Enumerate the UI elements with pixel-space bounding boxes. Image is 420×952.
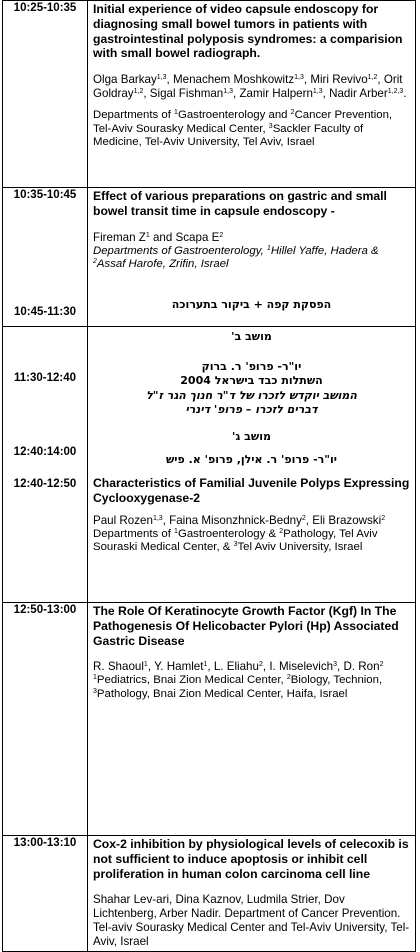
abstract-title: Characteristics of Familial Juvenile Polyps Expressing Cyclooxygenase-2	[93, 476, 410, 505]
abstract-title: Initial experience of video capsule endoscopy for diagnosing small bowel tumors in patients with gastrointestinal polyposis syndromes: a comparision with small bowel radiograph.	[93, 2, 403, 61]
affiliation-marker: 3	[268, 122, 273, 130]
content-cell	[88, 1, 416, 188]
time-slot: 13:00-13:10	[13, 837, 77, 849]
author-name: Eli Brazowski	[312, 513, 382, 527]
affiliation-marker: 1,3	[294, 74, 304, 82]
affiliation-marker: 2	[219, 231, 224, 239]
author-name: Faina Misonzhnick-Bedny	[169, 513, 302, 527]
affiliation-marker: 2	[381, 514, 386, 522]
affiliation-marker: 1	[143, 661, 148, 669]
session-b-chairs: יו"ר- פרופ' ר. ברוק	[201, 360, 302, 373]
session-b-topic: השתלות כבד בישראל 2004	[180, 374, 323, 387]
author-name: Paul Rozen	[93, 513, 153, 527]
affiliation-marker: 3	[233, 541, 238, 549]
affiliation-marker: 3	[93, 687, 97, 695]
memorial-speaker: דברים לזכרו – פרופ' דינרי	[185, 403, 318, 416]
author-list: R. Shaoul$^1$, Y. Hamlet$^1$, L. Eliahu$^2$, I. Miselevich$^3$, D. Ron$^2$	[93, 660, 384, 674]
affiliation-text: Pathology, Bnai Zion Medical Center, Haifa, Israel	[96, 687, 348, 700]
affiliation-marker: 2	[290, 109, 295, 117]
affiliation-marker: 1,2,3	[387, 88, 404, 96]
affiliation: Departments of $^1$Gastroenterology and $^2$Cancer Prevention, Tel-Aviv Sourasky Medical Center, $^3$Sackler Faculty of Medicine, Tel-Aviv University, Tel Aviv, Israel	[93, 109, 393, 149]
author-name: Miri Revivo	[310, 73, 368, 87]
break-time-slot: 10:45-11:30	[13, 306, 77, 318]
author-name: I. Miselevich	[269, 660, 334, 674]
author-name: D. Ron	[343, 660, 380, 674]
content-cell	[88, 327, 416, 603]
session-c-chairs: יו"ר- פרופ' ר. אילן, פרופ' א. פיש	[165, 453, 338, 466]
content-cell	[88, 188, 416, 327]
session-c-time: 12:40:14:00	[13, 446, 77, 458]
author-list: Paul Rozen$^{1,3}$, Faina Misonzhnick-Bedny$^2$, Eli Brazowski$^2$	[93, 513, 386, 527]
affiliation-text: Pathology, Tel Aviv Souraski Medical Center, &	[93, 527, 378, 554]
affiliation-text: Pediatrics, Bnai Zion Medical Center,	[96, 674, 287, 687]
author-name: Orit Goldray	[93, 73, 403, 101]
affiliation-marker: 1	[174, 109, 178, 117]
affiliation-marker: 1	[93, 674, 97, 682]
author-name: Sigal Fishman	[149, 87, 224, 101]
author-list: Fireman $Z^1$ and Scapa $E^2$	[93, 230, 224, 244]
content-cell	[88, 836, 416, 952]
author-name: Zamir Halpern	[239, 87, 313, 101]
time-cell	[3, 836, 88, 952]
author-name: Scapa E	[175, 230, 220, 244]
affiliation-marker: 1,3	[312, 88, 323, 96]
affiliation-marker: 2	[301, 514, 306, 522]
abstract-title: The Role Of Keratinocyte Growth Factor (Kgf) In The Pathogenesis Of Helicobacter Pylori (Hp) Associated Gastric Disease	[93, 604, 399, 648]
memorial-dedication: המושב יוקדש לזכרו של ד"ר חנוך הגר ז"ל	[146, 389, 357, 402]
time-slot: 10:35-10:45	[13, 189, 77, 201]
author-name: Y. Hamlet	[154, 660, 204, 674]
schedule-row	[3, 1, 416, 188]
time-slot: 10:25-10:35	[13, 2, 77, 14]
time-cell	[3, 603, 88, 836]
affiliation-marker: 1,3	[156, 74, 167, 82]
affiliation-text: Biology, Technion,	[290, 674, 383, 687]
affiliation	[93, 674, 411, 701]
affiliation-marker: 1	[203, 661, 208, 669]
affiliation-marker: 2	[258, 661, 263, 669]
author-list: Olga Barkay$^{1,3}$, Menachem Moshkowitz$^{1,3}$, Miri Revivo$^{1,2}$, Orit Goldray$^{1,2}$, Sigal Fishman$^{1,3}$, Zamir Halpern$^{1,3}$, Nadir Arber$^{1,2,3}$.	[93, 73, 407, 101]
affiliation-text: Sackler Faculty of Medicine, Tel-Aviv University, Tel Aviv, Israel	[93, 122, 364, 149]
time-slot: 12:40-12:50	[13, 478, 77, 490]
time-slot: 12:50-13:00	[13, 604, 77, 616]
affiliation-marker: 1,3	[223, 88, 233, 96]
affiliation: Departments of Gastroenterology, $^1$Hillel Yaffe, Hadera & $^2$Assaf Harofe, Zrifin, Israel	[93, 244, 379, 271]
schedule-row	[3, 188, 416, 327]
author-name: Menachem Moshkowitz	[172, 73, 295, 87]
time-cell	[3, 1, 88, 188]
session-b-time: 11:30-12:40	[13, 372, 77, 384]
affiliation-marker: 1,3	[152, 514, 163, 522]
author-list: Shahar Lev-ari, Dina Kaznov, Ludmila Strier, Dov Lichtenberg, Arber Nadir. Department of Cancer Prevention. Tel-aviv Sourasky Medical Center and Tel-Aviv University, Tel-Aviv, Israel	[93, 893, 410, 949]
author-name: L. Eliahu	[213, 660, 259, 674]
coffee-break-label: הפסקת קפה + ביקור בתערוכה	[171, 298, 332, 311]
affiliation-marker: 1	[266, 244, 271, 252]
affiliation-marker: 2	[279, 527, 284, 535]
affiliation-text: Gastroenterology &	[177, 527, 280, 540]
schedule-row	[3, 327, 416, 603]
author-name: Olga Barkay	[93, 73, 157, 87]
affiliation-text: Tel Aviv University, Israel	[237, 541, 363, 554]
schedule-row	[3, 603, 416, 836]
affiliation-text: Assaf Harofe, Zrifin, Israel	[96, 258, 229, 271]
affiliation-marker: 1,2	[367, 74, 378, 82]
affiliation-text: Hillel Yaffe, Hadera &	[270, 244, 379, 257]
affiliation-marker: 1	[174, 527, 178, 535]
time-cell	[3, 327, 88, 603]
content-cell	[88, 603, 416, 836]
affiliation-marker: 1	[145, 231, 150, 239]
affiliation-marker: 2	[93, 258, 97, 266]
affiliation-marker: 3	[333, 661, 338, 669]
abstract-title: Effect of various preparations on gastric and small bowel transit time in capsule endoscopy -	[93, 189, 387, 218]
affiliation-text: Cancer Prevention, Tel-Aviv Sourasky Medical Center,	[93, 109, 393, 135]
schedule-row	[3, 836, 416, 952]
session-b-label: מושב ב'	[231, 330, 272, 343]
affiliation-marker: 1,2	[133, 88, 144, 96]
schedule-table	[2, 0, 416, 952]
author-name: Nadir Arber	[329, 87, 388, 101]
session-c-label: מושב ג'	[232, 430, 271, 443]
affiliation: Departments of $^1$Gastroenterology & $^2$Pathology, Tel Aviv Souraski Medical Center, & $^3$Tel Aviv University, Israel	[93, 527, 378, 554]
affiliation-marker: 2	[379, 661, 384, 669]
author-name: Fireman Z	[93, 230, 146, 244]
affiliation-marker: 2	[286, 674, 291, 682]
affiliation-text: Gastroenterology and	[177, 109, 291, 122]
time-cell	[3, 188, 88, 327]
abstract-title: Cox-2 inhibition by physiological levels of celecoxib is not sufficient to induce apoptosis or inhibit cell proliferation in human colon carcinoma cell line	[93, 837, 409, 881]
author-name: R. Shaoul	[93, 660, 144, 674]
